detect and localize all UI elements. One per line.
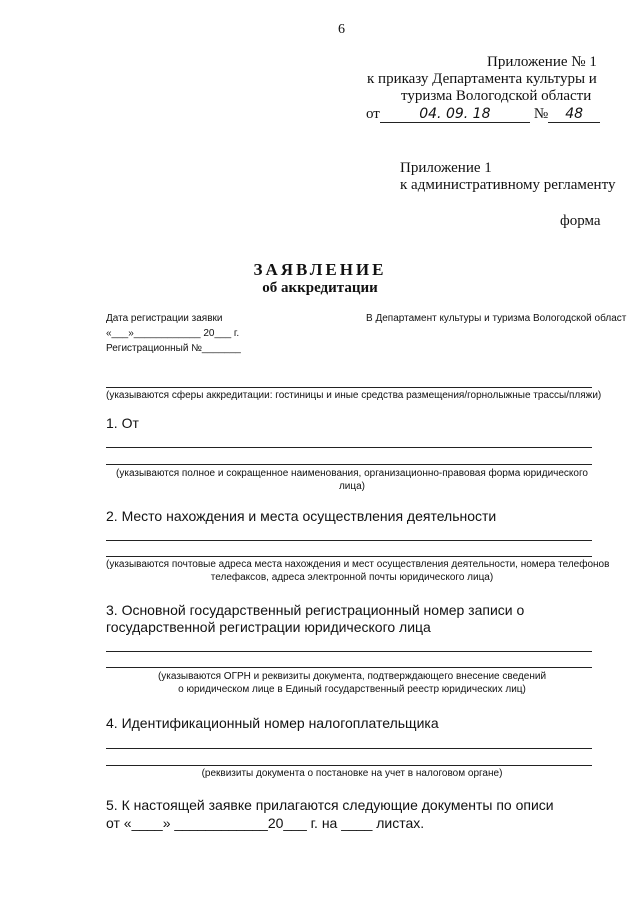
section3-line2 [106,667,592,668]
section4-title: 4. Идентификационный номер налогоплательщика [106,715,439,731]
addressee: В Департамент культуры и туризма Вологодской област [366,313,627,324]
section1-note-line1: (указываются полное и сокращенное наименования, организационно-правовая форма юридического [116,468,588,479]
section3-title-line1: 3. Основной государственный регистрационный номер записи о [106,602,525,618]
appendix1-title: Приложение № 1 [487,54,597,70]
number-prefix: № [533,106,549,122]
section2-note-line1: (указываются почтовые адреса места нахождения и мест осуществления деятельности, номера телефонов [106,559,610,570]
section4-line1 [106,748,592,749]
appendix1-date-row [366,106,600,123]
section1-line1 [106,447,592,448]
section1-note-line2: лица) [338,481,366,492]
registration-date-label: Дата регистрации заявки [106,313,223,324]
appendix2-regulation-line: к административному регламенту [400,177,616,193]
document-subtitle: об аккредитации [262,280,378,296]
appendix1-region-line: туризма Вологодской области [401,88,592,104]
section3-line1 [106,651,592,652]
from-prefix: от [366,106,380,122]
section2-line1 [106,540,592,541]
section3-title-line2: государственной регистрации юридического лица [106,619,431,635]
section5-title-line2: от «____» ____________20___ г. на ____ листах. [106,815,425,831]
section2-line2 [106,556,592,557]
scope-underline [106,387,592,388]
registration-date-line: «___»____________ 20___ г. [106,328,240,339]
order-date-handwritten: 04. 09. 18 [380,106,530,123]
order-number-handwritten: 48 [548,106,600,123]
document-title: ЗАЯВЛЕНИЕ [253,260,387,279]
section1-line2 [106,464,592,465]
section3-note-line2: о юридическом лице в Единый государственный реестр юридических лиц) [178,684,526,695]
registration-number: Регистрационный №_______ [106,343,241,354]
section4-note: (реквизиты документа о постановке на учет в налоговом органе) [201,768,503,779]
appendix1-order-line: к приказу Департамента культуры и [367,71,597,87]
section4-line2 [106,765,592,766]
scope-note: (указываются сферы аккредитации: гостиницы и иные средства размещения/горнолыжные трассы/пляжи) [106,390,602,401]
section1-title: 1. От [106,415,139,431]
section5-title-line1: 5. К настоящей заявке прилагаются следующие документы по описи [106,797,554,813]
section2-title: 2. Место нахождения и места осуществления деятельности [106,508,497,524]
section2-note-line2: телефаксов, адреса электронной почты юридического лица) [210,572,494,583]
appendix2-title: Приложение 1 [400,160,492,176]
page-number: 6 [338,22,345,37]
section3-note-line1: (указываются ОГРН и реквизиты документа, подтверждающего внесение сведений [157,671,547,682]
form-label: форма [560,213,601,229]
